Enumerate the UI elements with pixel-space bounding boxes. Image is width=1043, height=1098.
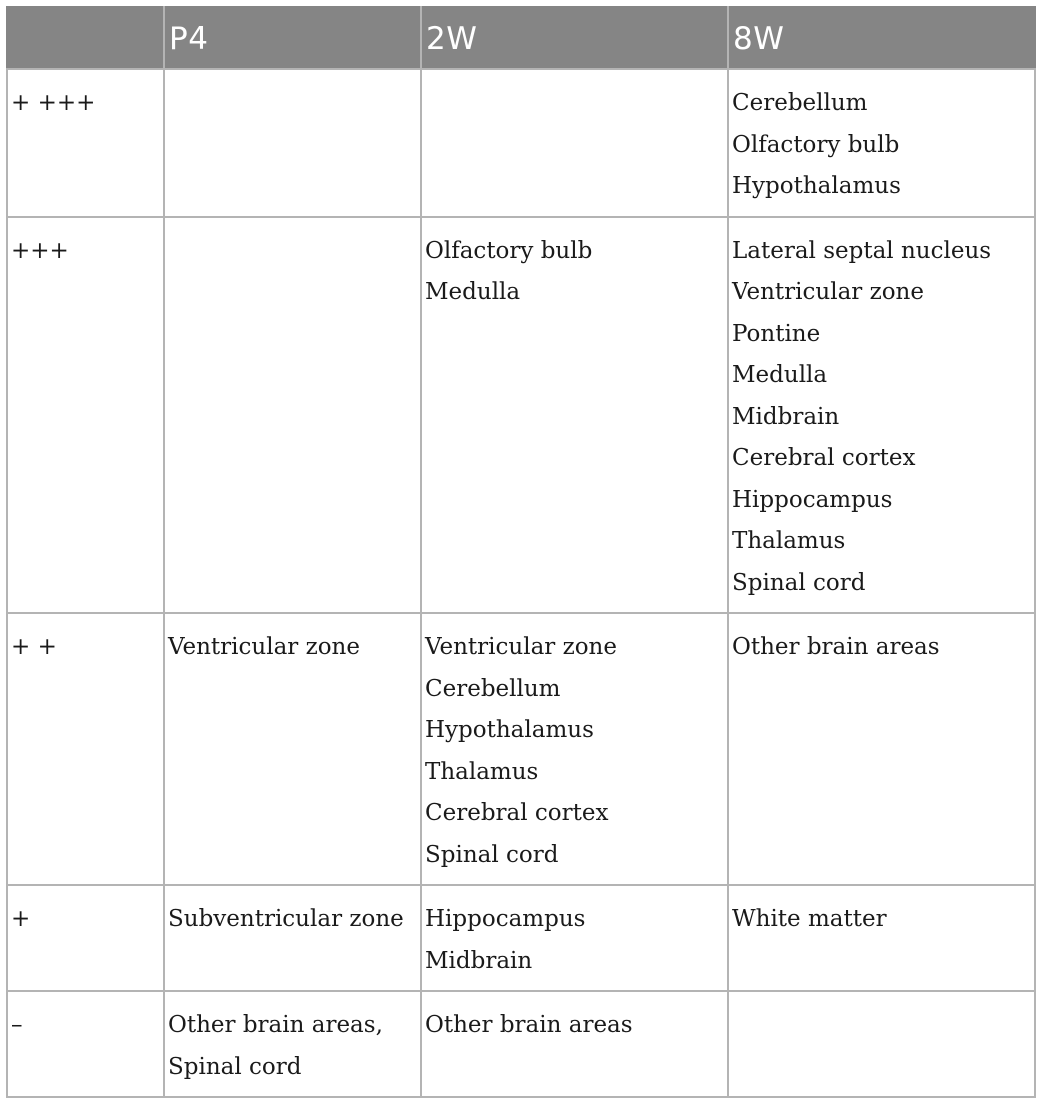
table-row xyxy=(7,217,1035,614)
region-label: Hippocampus xyxy=(732,486,893,513)
region-label: Olfactory bulb xyxy=(732,131,900,158)
table-row xyxy=(7,991,1035,1097)
header-row xyxy=(7,7,1035,69)
region-label: Subventricular zone xyxy=(168,906,404,932)
w2-cell xyxy=(421,885,728,991)
w2-cell xyxy=(421,217,728,614)
level-cell xyxy=(7,69,164,217)
region-label: Midbrain xyxy=(425,947,533,974)
region-label: Other brain areas xyxy=(732,634,940,660)
level-label: + + xyxy=(11,634,57,660)
region-label: Spinal cord xyxy=(168,1053,302,1080)
table-row xyxy=(7,613,1035,885)
p4-cell xyxy=(164,885,421,991)
region-label: Pontine xyxy=(732,320,821,347)
p4-cell xyxy=(164,613,421,885)
region-label: Hypothalamus xyxy=(425,717,594,743)
w8-cell xyxy=(728,613,1035,885)
level-label: + +++ xyxy=(11,90,96,116)
region-label: Cerebellum xyxy=(732,90,868,116)
region-label: Other brain areas xyxy=(425,1012,633,1038)
region-label: Cerebral cortex xyxy=(732,445,916,471)
region-label: Ventricular zone xyxy=(732,279,924,305)
header-8w: 8W xyxy=(728,7,1035,69)
region-label: Spinal cord xyxy=(732,569,866,596)
w8-cell xyxy=(728,69,1035,217)
region-label: Ventricular zone xyxy=(425,634,617,660)
level-cell xyxy=(7,613,164,885)
region-label: Hypothalamus xyxy=(732,173,901,199)
w8-cell xyxy=(728,885,1035,991)
header-level xyxy=(7,7,164,69)
level-cell xyxy=(7,991,164,1097)
p4-cell xyxy=(164,69,421,217)
region-label: White matter xyxy=(732,906,887,932)
w2-cell xyxy=(421,991,728,1097)
w2-cell xyxy=(421,69,728,217)
region-label: Medulla xyxy=(425,279,521,305)
w8-cell xyxy=(728,991,1035,1097)
expression-table xyxy=(6,6,1036,1098)
region-label: Medulla xyxy=(732,362,828,388)
region-label: Olfactory bulb xyxy=(425,237,593,264)
region-label: Cerebellum xyxy=(425,675,561,702)
level-cell xyxy=(7,217,164,614)
header-p4: P4 xyxy=(164,7,421,69)
table-row xyxy=(7,885,1035,991)
table-row xyxy=(7,69,1035,217)
header-2w: 2W xyxy=(421,7,728,69)
p4-cell xyxy=(164,217,421,614)
region-label: Ventricular zone xyxy=(168,634,360,660)
region-label: Hippocampus xyxy=(425,906,586,932)
region-label: Cerebral cortex xyxy=(425,800,609,826)
region-label: Lateral septal nucleus xyxy=(732,237,992,264)
region-label: Thalamus xyxy=(732,528,846,554)
level-cell xyxy=(7,885,164,991)
w8-cell xyxy=(728,217,1035,614)
region-label: Other brain areas, xyxy=(168,1012,383,1038)
w2-cell xyxy=(421,613,728,885)
region-label: Spinal cord xyxy=(425,841,559,868)
level-label: – xyxy=(11,1012,23,1038)
p4-cell xyxy=(164,991,421,1097)
level-label: + xyxy=(11,906,31,932)
region-label: Thalamus xyxy=(425,758,539,785)
region-label: Midbrain xyxy=(732,403,840,430)
level-label: +++ xyxy=(11,237,69,264)
